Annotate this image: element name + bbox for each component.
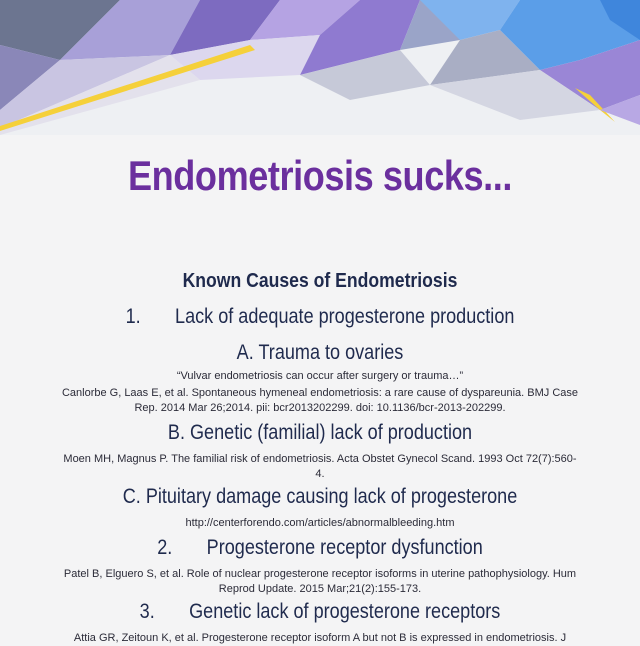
citation-c: http://centerforendo.com/articles/abnormalbleeding.htm [185,517,455,529]
sub-item-b: B. Genetic (familial) lack of production [167,421,473,444]
list-item-1 [45,305,595,329]
list-item-3-number: 3. [139,600,155,623]
citation-item-2: Patel B, Elguero S, et al. Role of nuclear progesterone receptor isoforms in uterine pathophysiology. Hum Reprod Update. 2015 Mar;21(2):155-173. [63,568,577,595]
list-item-3-text: Genetic lack of progesterone receptors [189,600,501,623]
citation-b: Moen MH, Magnus P. The familial risk of endometriosis. Acta Obstet Gynecol Scand. 1993 Oct 72(7):560-4. [63,453,577,480]
citation-a: Canlorbe G, Laas E, et al. Spontaneous hymeneal endometriosis: a rare cause of dyspareunia. BMJ Case Rep. 2014 Mar 26;2014. pii: bcr2013202299. doi: 10.1136/bcr-2013-202299. [61,387,579,414]
sub-item-a: A. Trauma to ovaries [236,341,404,364]
list-item-2-text: Progesterone receptor dysfunction [206,536,483,559]
list-item-1-text: Lack of adequate progesterone production [175,305,515,328]
list-item-2 [45,536,595,560]
sub-item-c: C. Pituitary damage causing lack of progesterone [122,485,518,508]
quote-a: “Vulvar endometriosis can occur after surgery or trauma…” [176,370,464,382]
page-title: Endometriosis sucks... [128,152,512,199]
list-item-3 [45,600,595,624]
list-item-1-number: 1. [125,305,141,328]
section-heading: Known Causes of Endometriosis [182,270,458,292]
citation-item-3: Attia GR, Zeitoun K, et al. Progesterone receptor isoform A but not B is expressed in endometriosis. J [73,632,567,644]
list-item-2-number: 2. [157,536,173,559]
